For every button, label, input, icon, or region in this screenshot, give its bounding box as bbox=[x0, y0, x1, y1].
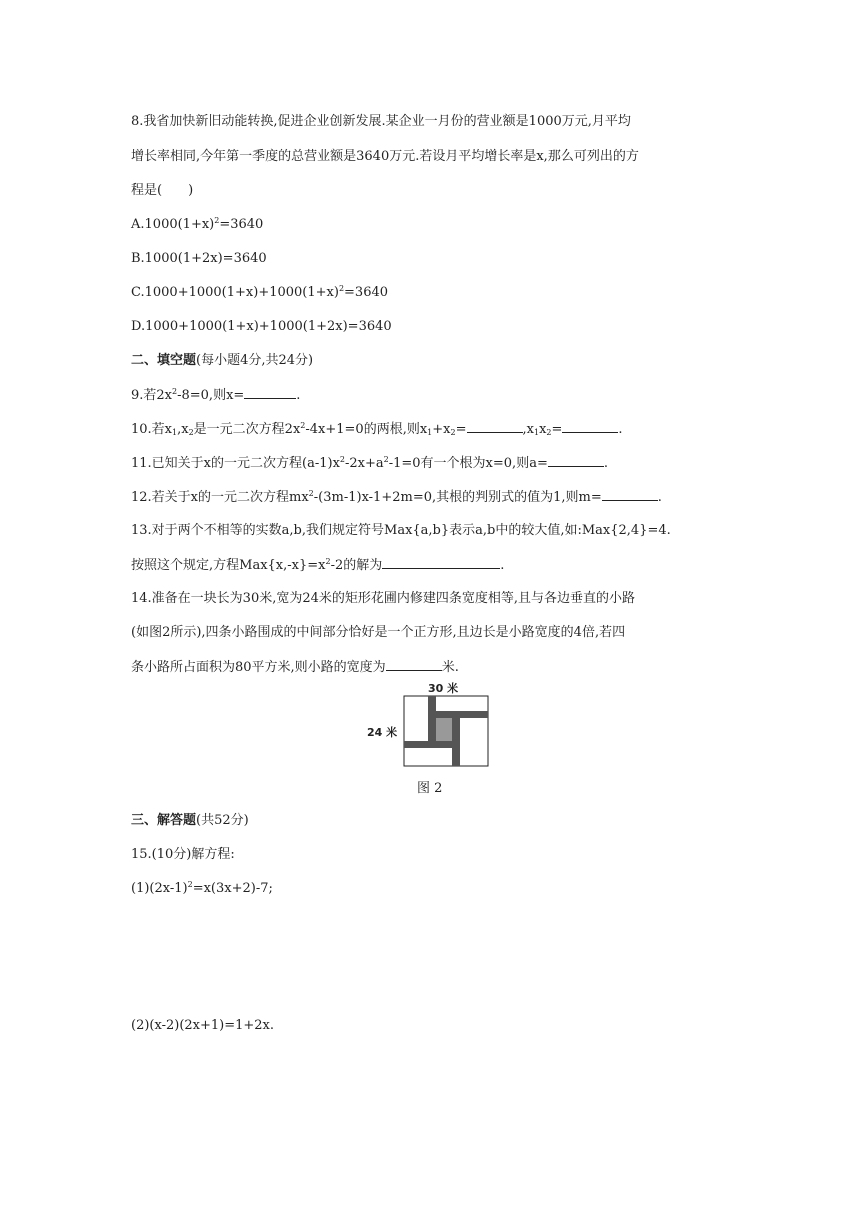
section-2-heading: 二、填空题(每小题4分,共24分) bbox=[131, 353, 314, 368]
section-3-heading: 三、解答题(共52分) bbox=[131, 813, 249, 828]
q8-option-b: B.1000(1+2x)=3640 bbox=[131, 251, 267, 266]
q14-line1: 14.准备在一块长为30米,宽为24米的矩形花圃内修建四条宽度相等,且与各边垂直的小路 bbox=[131, 591, 636, 606]
q15-head: 15.(10分)解方程: bbox=[131, 847, 235, 862]
q12-blank bbox=[602, 488, 658, 501]
figure-caption: 图 2 bbox=[417, 781, 443, 796]
q8-line3: 程是( ) bbox=[131, 183, 194, 198]
q14-line3: 条小路所占面积为80平方米,则小路的宽度为 米. bbox=[131, 660, 459, 675]
q8-line1: 8.我省加快新旧动能转换,促进企业创新发展.某企业一月份的营业额是1000万元,月平均 bbox=[131, 114, 631, 129]
q14-line2: (如图2所示),四条小路围成的中间部分恰好是一个正方形,且边长是小路宽度的4倍,若四 bbox=[131, 625, 626, 640]
label-30m: 30 米 bbox=[428, 682, 459, 695]
q8-option-a: $A.1000(1+x)^2=3640$ bbox=[131, 216, 264, 232]
garden-svg bbox=[366, 680, 496, 770]
q11-blank bbox=[548, 454, 604, 467]
q8-line2: 增长率相同,今年第一季度的总营业额是3640万元.若设月平均增长率是x,那么可列出的方 bbox=[131, 149, 639, 164]
figure-2-garden-diagram bbox=[366, 680, 496, 770]
label-24m: 24 米 bbox=[367, 726, 398, 739]
q14-blank bbox=[386, 658, 442, 671]
q13-line1: 13.对于两个不相等的实数a,b,我们规定符号Max{a,b}表示a,b中的较大值,如:Max{2,4}=4. bbox=[131, 523, 671, 538]
q15-part2: (2)(x-2)(2x+1)=1+2x. bbox=[131, 1018, 275, 1033]
q10-blank-sum bbox=[467, 420, 523, 433]
q12: 12.若关于x的一元二次方程$mx^2-(3m-1)x-1+2m=0$,其根的判别式的值为1,则m= . bbox=[131, 489, 662, 505]
q9: 9.若$2x^2-8=0$,则x= . bbox=[131, 387, 301, 403]
q10: 10.若$x_1,x_2$是一元二次方程$2x^2-4x+1=0$的两根,则$x_1+x_2= ,x_1x_2=$ . bbox=[131, 421, 623, 437]
q11: 11.已知关于x的一元二次方程$(a-1)x^2-2x+a^2-1=0$有一个根为x=0,则a= . bbox=[131, 455, 608, 471]
q13-blank bbox=[382, 556, 500, 569]
path-horizontal-left bbox=[404, 741, 460, 748]
path-vertical-top bbox=[428, 696, 436, 741]
q15-part1: $(1)(2x-1)^2=x(3x+2)-7$; bbox=[131, 880, 273, 896]
center-square bbox=[436, 718, 452, 741]
q8-option-c: $C.1000+1000(1+x)+1000(1+x)^2=3640$ bbox=[131, 284, 389, 300]
path-horizontal-right bbox=[428, 711, 488, 718]
q9-blank bbox=[244, 386, 296, 399]
q8-option-d: D.1000+1000(1+x)+1000(1+2x)=3640 bbox=[131, 319, 392, 334]
q13-line2: 按照这个规定,方程$Max\{x,-x\}=x^2-2$的解为 . bbox=[131, 557, 505, 573]
q10-blank-product bbox=[562, 420, 618, 433]
